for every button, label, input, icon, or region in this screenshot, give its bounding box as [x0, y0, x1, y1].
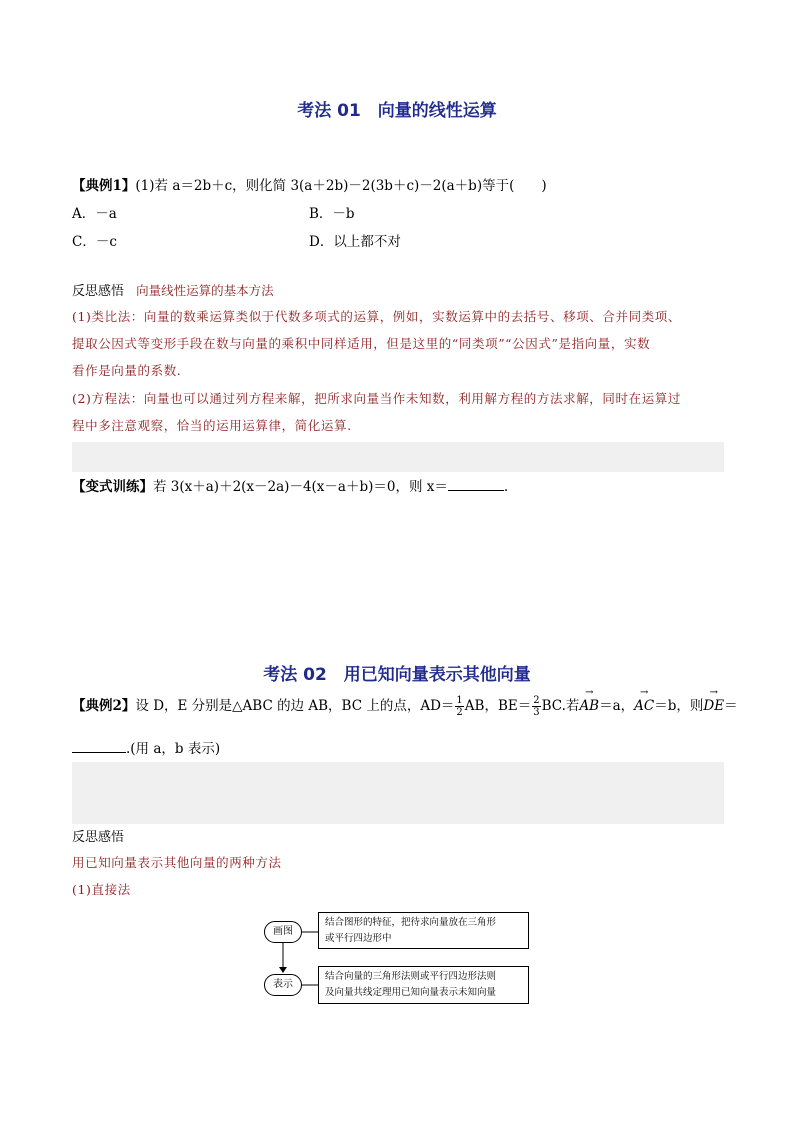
example2-text: ＝	[724, 698, 738, 714]
section1-title: 考法 01 向量的线性运算	[297, 101, 497, 121]
variant-suffix: .	[503, 479, 509, 495]
option-a: A．－a	[72, 206, 117, 222]
flow-step2-text: 及向量共线定理用已知向量表示未知向量	[325, 987, 497, 998]
reflection1-subtitle: 向量线性运算的基本方法	[136, 283, 274, 298]
flow-step2-box	[318, 966, 529, 1004]
arrow-down-icon	[279, 967, 287, 973]
flow-step1-text: 结合图形的特征，把待求向量放在三角形	[325, 917, 497, 928]
option-c: C．－c	[72, 234, 117, 250]
option-b: B．－b	[309, 206, 355, 222]
example2-text: 设 D，E 分别是△ABC 的边 AB，BC 上的点，AD＝	[135, 698, 455, 714]
flow-step2-text: 结合向量的三角形法则或平行四边形法则	[325, 971, 497, 982]
fraction-denominator: 2	[456, 707, 463, 718]
section2-title: 考法 02 用已知向量表示其他向量	[263, 665, 531, 685]
reflection2-title: 反思感悟	[72, 830, 125, 845]
reflection1-line: 提取公因式等变形手段在数与向量的乘积中同样适用，但是这里的“同类项”“公因式”是指向量，实数	[72, 336, 651, 351]
flow-step1-oval: 画图	[264, 921, 302, 943]
example1-text: (1)若 a＝2b＋c，则化简 3(a＋2b)－2(3b＋c)－2(a＋b)等于( )	[135, 178, 547, 194]
reflection1-line: 程中多注意观察，恰当的运用运算律，简化运算.	[72, 418, 352, 433]
example1-label: 【典例1】	[72, 178, 136, 194]
fraction-numerator: 1	[456, 695, 463, 706]
reflection1-line: 看作是向量的系数.	[72, 363, 182, 378]
fraction-denominator: 3	[533, 707, 540, 718]
vector-ac: → AC	[634, 698, 654, 714]
example2-text: AB，BE＝	[464, 698, 532, 714]
variant-text: 若 3(x＋a)＋2(x－2a)－4(x－a＋b)＝0，则 x＝	[153, 479, 448, 495]
vector-ab: → AB	[579, 698, 599, 714]
method-title: 用已知向量表示其他向量的两种方法	[72, 855, 282, 870]
example2-text: ＝a，	[599, 698, 635, 714]
example2-text: .(用 a，b 表示)	[126, 741, 221, 757]
fraction-numerator: 2	[533, 695, 540, 706]
example2-text: BC.若	[541, 698, 580, 714]
reflection1-title: 反思感悟	[72, 284, 125, 299]
method-1: (1)直接法	[72, 882, 131, 897]
example2-text: ＝b，则	[654, 698, 704, 714]
reflection1-line: (2)方程法：向量也可以通过列方程来解，把所求向量当作未知数，利用解方程的方法求解，同时在运算过	[72, 391, 682, 406]
reflection1-line: (1)类比法：向量的数乘运算类似于代数多项式的运算，例如，实数运算中的去括号、移项、合并同类项、	[72, 309, 682, 324]
variant-label: 【变式训练】	[72, 479, 153, 495]
vector-de: → DE	[703, 698, 724, 714]
example2-label: 【典例2】	[72, 698, 136, 714]
flow-step2-oval: 表示	[264, 974, 302, 996]
flow-step1-text: 或平行四边形中	[325, 933, 392, 944]
option-d: D．以上都不对	[309, 234, 401, 250]
